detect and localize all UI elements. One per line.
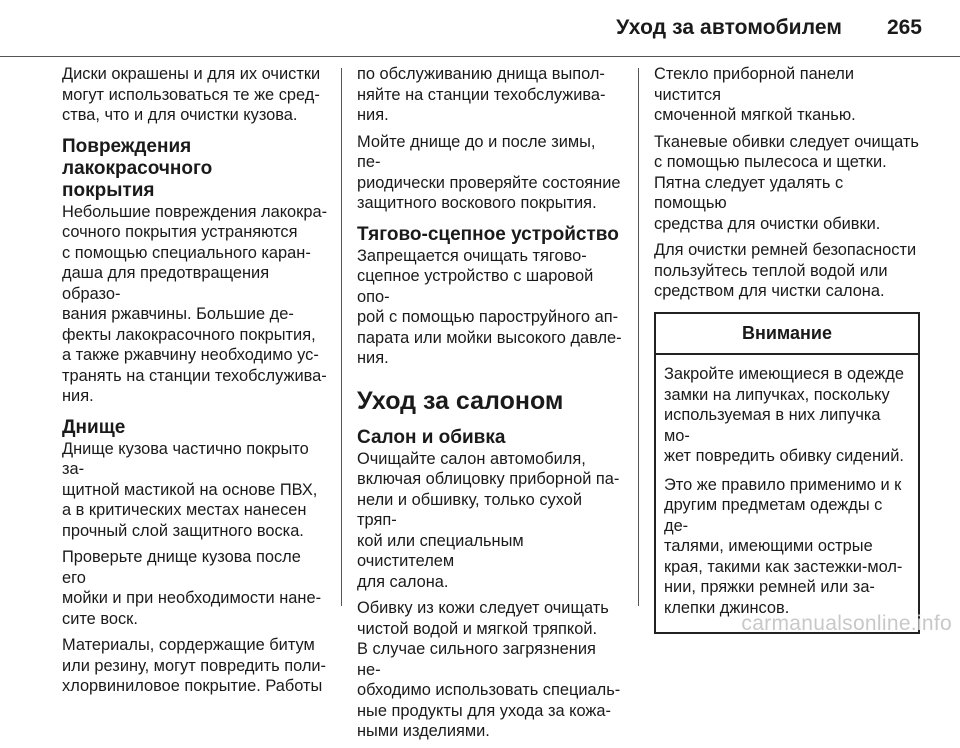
warning-box — [654, 312, 920, 635]
paragraph-underbody-3: Материалы, сордержащие битум или резину, могут повредить поли- хлорвиниловое покрытие. Работы — [62, 636, 327, 695]
paragraph-towbar: Запрещается очищать тягово- сцепное устройство с шаровой опо- рой с помощью пароструйного ап- парата или мойки высокого давле- ния. — [357, 246, 622, 367]
paragraph-paint-damage: Небольшие повреждения лакокра- сочного покрытия устраняются с помощью специального каран- даша для предотвращения образо- вания ржавчины. Большие де- фекты лакокрасочного покрытия, а также ржавчину необходимо ус- транять на станции техобслужива- ния. — [62, 202, 328, 405]
paragraph-upholstery-2: Обивку из кожи следует очищать чистой водой и мягкой тряпкой. В случае сильного загрязнения не- обходимо использовать специаль- ные продукты для ухода за кожа- ными изделиями. — [357, 599, 621, 740]
heading-underbody: Днище — [62, 416, 126, 438]
column-2 — [357, 64, 623, 748]
paragraph-seat-belts: Для очистки ремней безопасности пользуйтесь теплой водой или средством для чистки салона. — [654, 241, 917, 300]
paragraph-upholstery-1: Очищайте салон автомобиля, включая облицовку приборной па- нели и обшивку, только сухой тряп- кой или специальным очистителем для салона. — [357, 449, 620, 591]
warning-body — [656, 355, 918, 632]
paragraph-underbody-1: Днище кузова частично покрыто за- щитной мастикой на основе ПВХ, а в критических местах нанесен прочный слой защитного воска. — [62, 439, 318, 540]
column-divider-2 — [638, 68, 639, 606]
paragraph-underbody-continued: по обслуживанию днища выпол- няйте на станции техобслужива- ния. — [357, 65, 606, 124]
heading-paint-damage: Повреждения лакокрасочного покрытия — [62, 135, 213, 201]
header-title: Уход за автомобилем — [616, 16, 842, 39]
warning-paragraph-2: Это же правило применимо и к другим предметам одежды с де- талями, имеющими острые края, такими как застежки-мол- нии, пряжки ремней или за- клепки джинсов. — [664, 475, 903, 617]
heading-towbar: Тягово-сцепное устройство — [357, 223, 619, 245]
column-3 — [654, 64, 920, 634]
column-divider-1 — [341, 68, 342, 606]
column-1 — [62, 64, 328, 703]
page-number: 265 — [886, 16, 922, 39]
page-header — [0, 0, 960, 56]
warning-paragraph-1: Закройте имеющиеся в одежде замки на липучках, поскольку используемая в них липучка мо- жет повредить обивку сидений. — [664, 365, 904, 465]
paragraph-discs: Диски окрашены и для их очистки могут использоваться те же сред- ства, что и для очистки кузова. — [62, 65, 321, 124]
paragraph-underbody-2: Проверьте днище кузова после его мойки и при необходимости нане- сите воск. — [62, 548, 322, 628]
paragraph-fabric-upholstery: Тканевые обивки следует очищать с помощью пылесоса и щетки. Пятна следует удалять с помощью средства для очистки обивки. — [654, 132, 919, 233]
warning-title: Внимание — [656, 314, 918, 356]
paragraph-winter-wash: Мойте днище до и после зимы, пе- риодически проверяйте состояние защитного воскового покрытия. — [357, 132, 621, 212]
watermark: carmanualsonline.info — [741, 612, 952, 635]
header-divider — [0, 56, 960, 57]
section-heading-interior-care: Уход за салоном — [357, 386, 564, 415]
paragraph-dashboard-glass: Стекло приборной панели чистится смоченной мягкой тканью. — [654, 65, 856, 124]
heading-interior-upholstery: Салон и обивка — [357, 426, 506, 448]
